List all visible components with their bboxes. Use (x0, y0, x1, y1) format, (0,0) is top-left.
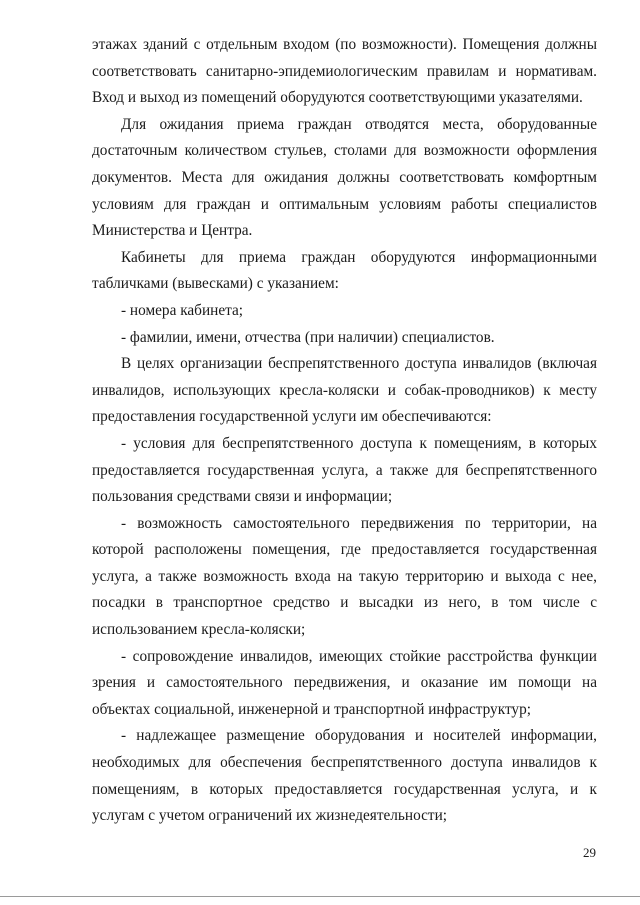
page-number: 29 (583, 845, 596, 860)
list-item-access-conditions: - условия для беспрепятственного доступа к помещениям, в которых предоставляется государственная услуга, а также для беспрепятственного пользования средствами связи и информации; (92, 434, 597, 506)
paragraph-cabinets: Кабинеты для приема граждан оборудуются информационными табличками (вывесками) с указанием: (92, 248, 597, 293)
paragraph-accessibility: В целях организации беспрепятственного доступа инвалидов (включая инвалидов, использующих кресла-коляски и собак-проводников) к месту предоставления государственной услуги им обеспечиваются: (92, 355, 597, 426)
list-item-cabinet-number: - номера кабинета; (121, 301, 244, 319)
list-item-specialist-name: - фамилии, имени, отчества (при наличии) специалистов. (121, 328, 495, 346)
paragraph-waiting-area: Для ожидания приема граждан отводятся места, оборудованные достаточным количеством стульев, столами для возможности оформления документов. Места для ожидания должны соответствовать комфортным условиям для граждан и оптимальным условиям работы специалистов Министерства и Центра. (92, 115, 597, 240)
page-bottom-divider (0, 896, 640, 897)
paragraph-continuation: этажах зданий с отдельным входом (по возможности). Помещения должны соответствовать санитарно-эпидемиологическим правилам и нормативам. Вход и выход из помещений оборудуются соответствующими указателями. (92, 36, 597, 107)
body-text (92, 32, 597, 830)
list-item-escort: - сопровождение инвалидов, имеющих стойкие расстройства функции зрения и самостоятельного передвижения, и оказание им помощи на объектах социальной, инженерной и транспортной инфраструктур; (92, 647, 597, 718)
list-item-independent-movement: - возможность самостоятельного передвижения по территории, на которой расположены помещения, где предоставляется государственная услуга, а также возможность входа на такую территорию и выхода с нее, посадки в транспортное средство и высадки из него, в том числе с использованием кресла-коляски; (92, 514, 597, 639)
list-item-equipment-placement: - надлежащее размещение оборудования и носителей информации, необходимых для обеспечения беспрепятственного доступа инвалидов к помещениям, в которых предоставляется государственная услуга, и к услугам с учетом ограничений их жизнедеятельности; (92, 727, 597, 825)
